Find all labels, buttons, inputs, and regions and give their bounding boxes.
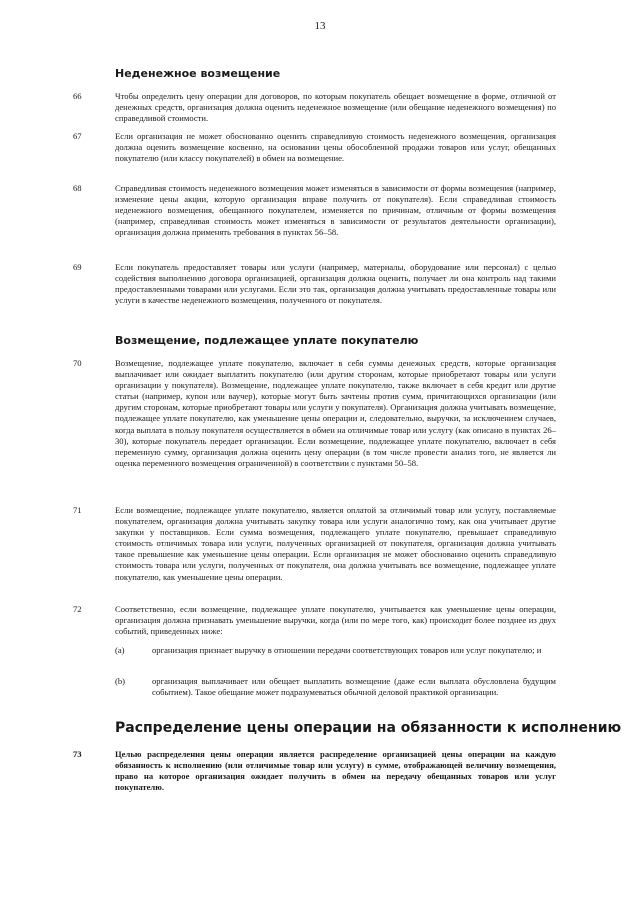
subitem-marker: (a) <box>115 645 125 655</box>
paragraph-text: Если организация не может обоснованно оценить справедливую стоимость неденежного возмещения, организация должна оценить возмещение косвенно, на основании цены обособленной продажи товаров или услуг, обещанных покупателю (или классу покупателей) в обмен на возмещение. <box>115 131 556 164</box>
paragraph-text: Если возмещение, подлежащее уплате покупателю, является оплатой за отличимый товар или услугу, поставляемые покупателем, организация должна учитывать закупку товара или услуги аналогично тому, как она учитывает другие закупки у поставщиков. Если сумма возмещения, подлежащего уплате покупателю, превышает справедливую стоимость отличимых товара или услуги, полученных организацией от покупателя, организация должна учитывать такое превышение как уменьшение цены операции. Если организация не может обоснованно оценить справедливую стоимость товара или услуги, полученных от покупателя, она должна учитывать все возмещение, подлежащее уплате покупателю, как уменьшение цены операции. <box>115 505 556 582</box>
paragraph-text: Соответственно, если возмещение, подлежащее уплате покупателю, учитывается как уменьшение цены операции, организация должна признавать уменьшение выручки, когда (или по мере того, как) происходит более позднее из двух событий, приведенных ниже: <box>115 604 556 637</box>
paragraph-number: 70 <box>73 358 82 368</box>
paragraph-text: Если покупатель предоставляет товары или услуги (например, материалы, оборудование или персонал) с целью содействия выполнению договора организацией, организация должна оценить, получает ли она контроль над такими предоставленными товарами или услугами. Если это так, организация должна учитывать предоставленные товары или услуги в качестве неденежного возмещения, полученного от покупателя. <box>115 262 556 306</box>
paragraph-text: Справедливая стоимость неденежного возмещения может изменяться в зависимости от формы возмещения (например, изменение цены акции, которую организация вправе получить от покупателя). Если справедливая стоимость неденежного возмещения, обещанного покупателем, изменяется по причинам, отличным от формы возмещения (например, справедливая стоимость может изменяться в зависимости от результатов деятельности организации), организация должна применять требования в пунктах 56–58. <box>115 183 556 238</box>
section-heading-noncash: Неденежное возмещение <box>115 67 281 80</box>
paragraph-number: 67 <box>73 131 82 141</box>
paragraph-number: 72 <box>73 604 82 614</box>
subitem-text: организация выплачивает или обещает выплатить возмещение (даже если выплата обусловлена будущим событием). Такое обещание может подразумеваться обычной деловой практикой организации. <box>152 676 556 698</box>
subitem-marker: (b) <box>115 676 126 686</box>
paragraph-text: Чтобы определить цену операции для договоров, по которым покупатель обещает возмещение в форме, отличной от денежных средств, организация должна оценить неденежное возмещение (или обещание неденежного возмещения) по справедливой стоимости. <box>115 91 556 124</box>
paragraph-number: 66 <box>73 91 82 101</box>
page-number: 13 <box>314 20 326 32</box>
paragraph-text: Целью распределения цены операции является распределение организацией цены операции на каждую обязанность к исполнению (или отличимые товар или услугу) в сумме, отображающей величину возмещения, право на которое организация ожидает получить в обмен на передачу обещанных товаров или услуг покупателю. <box>115 749 556 793</box>
paragraph-text: Возмещение, подлежащее уплате покупателю, включает в себя суммы денежных средств, которые организация выплачивает или ожидает выплатить покупателю (или другим сторонам, которые приобретают товары или услуги организации у покупателя). Возмещение, подлежащее уплате покупателю, также включает в себя кредит или другие статьи (например, купон или ваучер), которые могут быть зачтены против сумм, причитающихся организации (или другим сторонам, которые приобретают товары или услуги у покупателя). Организация должна учитывать возмещение, подлежащее уплате покупателю, как уменьшение цены операции и, следовательно, выручки, за исключением случаев, когда выплата в пользу покупателя осуществляется в обмен на отличимые товар или услугу (как описано в пунктах 26–30), которые покупатель передает организации. Если возмещение, подлежащее уплате покупателю, включает в себя переменную сумму, организация должна оценить цену операции (в том числе провести анализ того, не является ли оценка переменного возмещения ограниченной) в соответствии с пунктами 50–58. <box>115 358 556 468</box>
section-heading-allocation: Распределение цены операции на обязанности к исполнению <box>115 720 622 736</box>
paragraph-number: 73 <box>73 749 82 759</box>
paragraph-number: 68 <box>73 183 82 193</box>
subitem-text: организация признает выручку в отношении передачи соответствующих товаров или услуг покупателю; и <box>152 645 542 655</box>
paragraph-number: 69 <box>73 262 82 272</box>
section-heading-payable: Возмещение, подлежащее уплате покупателю <box>115 334 419 347</box>
paragraph-number: 71 <box>73 505 82 515</box>
